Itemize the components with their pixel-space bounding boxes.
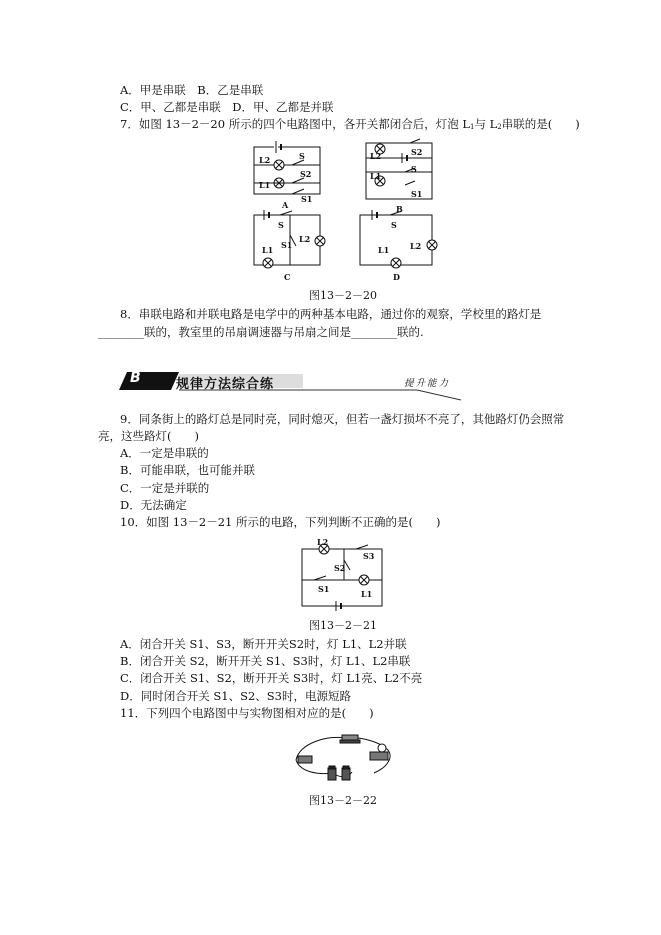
fig21-label-s2: S2 <box>334 563 346 573</box>
circuit-a-label-l2: L2 <box>259 155 271 165</box>
circuit-a-letter: A <box>282 200 289 210</box>
figure-13-2-20-caption: 图13－2－20 <box>309 289 377 302</box>
circuit-d-label-l1: L1 <box>378 245 390 255</box>
section-title: 规律方法综合练 <box>176 377 275 392</box>
circuit-b-label-s: S <box>411 164 417 174</box>
circuit-b-label-l2: L2 <box>370 151 382 161</box>
circuit-c-label-l1: L1 <box>262 245 274 255</box>
q7-stem: 7．如图 13－2－20 所示的四个电路图中，各开关都闭合后，灯泡 $L_1$与 $L_2$串联的是( ) <box>120 117 580 131</box>
section-subtitle: 提升能力 <box>404 378 451 389</box>
q11-stem: 11．下列四个电路图中与实物图相对应的是( ) <box>120 706 374 720</box>
circuit-c-label-l2: L2 <box>299 234 311 244</box>
circuit-b-letter: B <box>396 204 403 214</box>
q9-option-c: C．一定是并联的 <box>120 481 210 495</box>
circuit-c-letter: C <box>284 272 291 282</box>
q9-option-d: D．无法确定 <box>120 498 187 512</box>
circuit-a-label-l1: L1 <box>259 180 271 190</box>
q8-line2: ________联的，教室里的吊扇调速器与吊扇之间是________联的. <box>98 325 424 339</box>
circuit-c-label-s1: S1 <box>281 240 293 250</box>
figure-13-2-21-caption: 图13－2－21 <box>309 619 377 632</box>
circuit-d-letter: D <box>393 272 400 282</box>
circuit-d-label-s: S <box>391 220 397 230</box>
q10-option-c: C．闭合开关 S1、S2，断开开关 S3时，灯 L1亮、L2不亮 <box>120 671 423 685</box>
fig21-label-s3: S3 <box>363 551 375 561</box>
q6-options-cd: C．甲、乙都是串联 D．甲、乙都是并联 <box>120 100 334 114</box>
q9-option-a: A．一定是串联的 <box>120 446 209 460</box>
circuit-b-label-l1: L1 <box>370 171 382 181</box>
circuit-a-label-s2: S2 <box>300 169 312 179</box>
q10-option-d: D．同时闭合开关 S1、S2、S3时，电源短路 <box>120 689 351 703</box>
fig21-label-s1: S1 <box>318 584 330 594</box>
circuit-a-label-s1: S1 <box>301 194 313 204</box>
q10-stem: 10．如图 13－2－21 所示的电路，下列判断不正确的是( ) <box>120 515 441 529</box>
q6-options-ab: A．甲是串联 B．乙是串联 <box>120 83 264 97</box>
q10-option-a: A．闭合开关 S1、S3，断开开关S2时，灯 L1、L2并联 <box>120 637 407 651</box>
circuit-a-label-s: S <box>299 151 305 161</box>
circuit-d-label-l2: L2 <box>410 241 422 251</box>
q9-line1: 9．同条街上的路灯总是同时亮，同时熄灭，但若一盏灯损坏不亮了，其他路灯仍会照常 <box>120 412 565 426</box>
fig21-label-l2: L2 <box>317 537 329 547</box>
fig21-label-l1: L1 <box>361 589 373 599</box>
q8-line1: 8．串联电路和并联电路是电学中的两种基本电路，通过你的观察，学校里的路灯是 <box>120 307 542 321</box>
figure-13-2-22-caption: 图13－2－22 <box>309 794 377 807</box>
circuit-b-label-s1: S1 <box>411 189 423 199</box>
q9-line2: 亮，这些路灯( ) <box>98 429 199 443</box>
section-badge: B <box>130 370 141 386</box>
q10-option-b: B．闭合开关 S2，断开开关 S1、S3时，灯 L1、L2串联 <box>120 654 411 668</box>
circuit-b-label-s2: S2 <box>411 147 423 157</box>
circuit-c-label-s: S <box>278 220 284 230</box>
q9-option-b: B．可能串联，也可能并联 <box>120 463 255 477</box>
